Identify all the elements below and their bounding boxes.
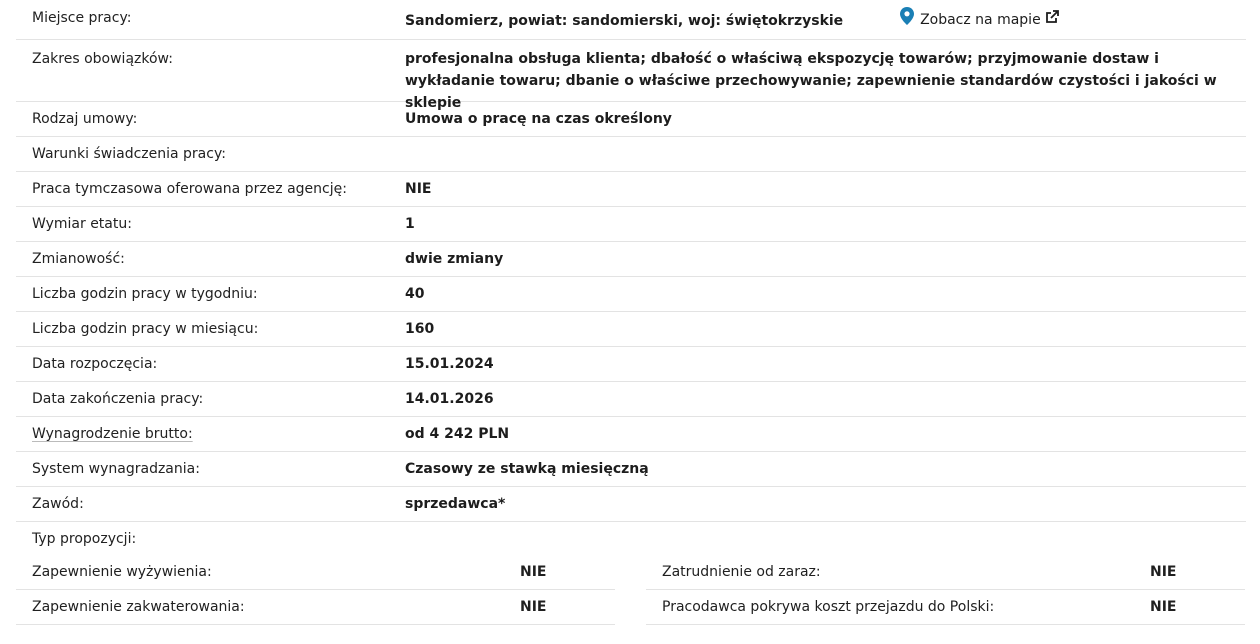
row-label: Miejsce pracy: — [32, 10, 132, 26]
row-value: od 4 242 PLN — [405, 426, 510, 442]
external-link-icon — [1045, 9, 1059, 31]
row-salary — [16, 417, 1246, 452]
proposal-row-meals — [16, 555, 615, 590]
row-value — [405, 143, 1246, 171]
proposal-left-column — [16, 555, 615, 625]
row-value: NIE — [405, 181, 432, 197]
map-link[interactable] — [900, 7, 1059, 32]
row-value: NIE — [1150, 564, 1177, 580]
row-temp-agency — [16, 172, 1246, 207]
row-value: profesjonalna obsługa klienta; dbałość o właściwą ekspozycję towarów; przyjmowanie dostaw i wykładanie towaru; dbanie o właściwe przechowywanie; zapewnienie standardów czystości i jakości w sklepie — [405, 51, 1217, 111]
row-label: System wynagradzania: — [32, 461, 200, 477]
row-value: 1 — [405, 216, 415, 232]
row-label: Liczba godzin pracy w miesiącu: — [32, 321, 259, 337]
proposal-row-immediate-start — [646, 555, 1245, 590]
map-pin-icon — [900, 7, 914, 32]
row-label: Zmianowość: — [32, 251, 125, 267]
row-label: Pracodawca pokrywa koszt przejazdu do Polski: — [662, 599, 995, 615]
row-label: Liczba godzin pracy w tygodniu: — [32, 286, 258, 302]
row-label: Data rozpoczęcia: — [32, 356, 158, 372]
row-value: sprzedawca* — [405, 496, 506, 512]
row-duties — [16, 40, 1246, 111]
map-link-label: Zobacz na mapie — [920, 11, 1041, 28]
row-label: Typ propozycji: — [32, 531, 137, 547]
row-value: 40 — [405, 286, 425, 302]
row-value: NIE — [1150, 599, 1177, 615]
row-value: dwie zmiany — [405, 251, 504, 267]
row-label: Zapewnienie wyżywienia: — [32, 564, 212, 580]
row-label: Zatrudnienie od zaraz: — [662, 564, 821, 580]
row-label: Zakres obowiązków: — [32, 51, 173, 67]
row-value: NIE — [520, 599, 547, 615]
row-occupation — [16, 487, 1246, 522]
row-value: 160 — [405, 321, 435, 337]
row-value — [405, 7, 1246, 39]
row-proposal-type — [16, 522, 1246, 557]
row-value: NIE — [520, 564, 547, 580]
row-value — [405, 528, 1246, 557]
row-hours-month — [16, 312, 1246, 347]
row-label: Zapewnienie zakwaterowania: — [32, 599, 245, 615]
row-workplace — [16, 0, 1246, 40]
row-value: Umowa o pracę na czas określony — [405, 111, 672, 127]
row-contract-type — [16, 102, 1246, 137]
row-value: 14.01.2026 — [405, 391, 494, 407]
row-label: Warunki świadczenia pracy: — [32, 146, 226, 162]
row-work-conditions — [16, 137, 1246, 172]
row-pay-system — [16, 452, 1246, 487]
row-label — [16, 423, 405, 451]
proposal-row-travel-cost — [646, 590, 1245, 625]
row-label: Praca tymczasowa oferowana przez agencję: — [32, 181, 347, 197]
row-start-date — [16, 347, 1246, 382]
row-label: Wymiar etatu: — [32, 216, 132, 232]
proposal-right-column — [646, 555, 1245, 625]
proposal-row-accommodation — [16, 590, 615, 625]
row-label: Data zakończenia pracy: — [32, 391, 204, 407]
row-value: Czasowy ze stawką miesięczną — [405, 461, 649, 477]
row-end-date — [16, 382, 1246, 417]
workplace-value: Sandomierz, powiat: sandomierski, woj: świętokrzyskie — [405, 13, 844, 29]
row-hours-week — [16, 277, 1246, 312]
row-value: 15.01.2024 — [405, 356, 494, 372]
salary-label[interactable]: Wynagrodzenie brutto: — [32, 426, 193, 442]
row-label: Zawód: — [32, 496, 84, 512]
row-employment-size — [16, 207, 1246, 242]
job-details-table — [16, 0, 1246, 557]
row-label: Rodzaj umowy: — [32, 111, 138, 127]
row-shifts — [16, 242, 1246, 277]
